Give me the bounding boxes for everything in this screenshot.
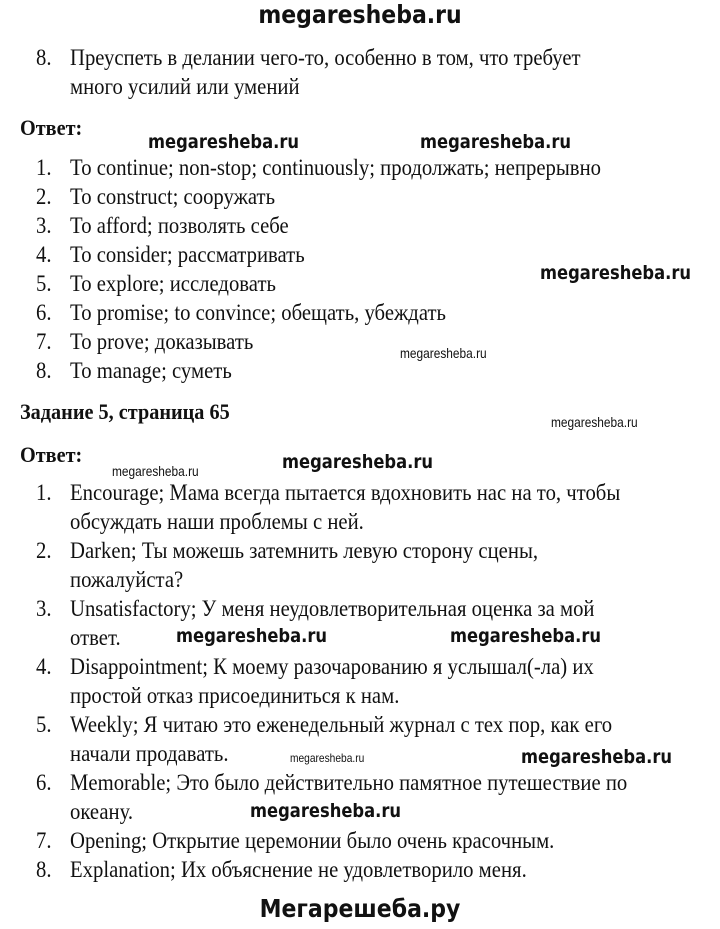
answer-label: Ответ: [20,442,83,467]
watermark: megaresheba.ru [540,262,692,284]
item-number: 5. [36,712,52,737]
item-text: To afford; позволять себе [70,213,289,238]
item-number: 4. [36,654,52,679]
item-number: 7. [36,329,52,354]
watermark: megaresheba.ru [521,746,673,768]
site-footer: Мегарешеба.ру [259,894,461,923]
item-text: To construct; сооружать [70,184,276,209]
item-number: 2. [36,538,52,563]
item-text: Explanation; Их объяснение не удовлетворило меня. [70,857,527,882]
item-text: пожалуйста? [70,567,184,592]
watermark: megaresheba.ru [290,751,365,765]
watermark: megaresheba.ru [420,131,572,153]
item-number: 8. [36,45,52,70]
watermark: megaresheba.ru [400,345,487,361]
item-number: 7. [36,828,52,853]
item-text: простой отказ присоединиться к нам. [70,683,400,708]
watermark: megaresheba.ru [282,451,434,473]
watermark: megaresheba.ru [450,625,602,647]
answer-label: Ответ: [20,115,83,140]
item-number: 1. [36,155,52,180]
item-text: начали продавать. [70,741,229,766]
item-number: 6. [36,300,52,325]
item-text: ответ. [70,625,121,650]
task-title: Задание 5, страница 65 [20,399,230,424]
watermark: megaresheba.ru [176,625,328,647]
item-text: Disappointment; К моему разочарованию я услышал(-ла) их [70,654,594,679]
item-text: Weekly; Я читаю это еженедельный журнал с тех пор, как его [70,712,613,737]
item-text: Преуспеть в делании чего-то, особенно в том, что требует [70,45,581,70]
item-text: To promise; to convince; обещать, убеждать [70,300,446,325]
item-number: 5. [36,271,52,296]
item-text: Encourage; Мама всегда пытается вдохновить нас на то, чтобы [70,480,621,505]
item-text: Memorable; Это было действительно памятное путешествие по [70,770,628,795]
watermark: megaresheba.ru [250,800,402,822]
item-text: обсуждать наши проблемы с ней. [70,509,364,534]
site-header: megaresheba.ru [258,0,462,29]
item-text: Unsatisfactory; У меня неудовлетворительная оценка за мой [70,596,595,621]
watermark: megaresheba.ru [148,131,300,153]
item-number: 6. [36,770,52,795]
item-number: 8. [36,857,52,882]
item-number: 4. [36,242,52,267]
item-number: 3. [36,213,52,238]
item-text: To prove; доказывать [70,329,254,354]
item-text: To explore; исследовать [70,271,276,296]
item-number: 8. [36,358,52,383]
item-number: 1. [36,480,52,505]
item-text: To continue; non-stop; continuously; продолжать; непрерывно [70,155,602,180]
watermark: megaresheba.ru [551,414,638,430]
item-text: океану. [70,799,134,824]
item-text: To consider; рассматривать [70,242,305,267]
item-text: много усилий или умений [70,74,300,99]
watermark: megaresheba.ru [112,463,199,479]
item-text: Darken; Ты можешь затемнить левую сторону сцены, [70,538,539,563]
item-text: Opening; Открытие церемонии было очень красочным. [70,828,555,853]
item-number: 2. [36,184,52,209]
item-number: 3. [36,596,52,621]
item-text: To manage; суметь [70,358,232,383]
